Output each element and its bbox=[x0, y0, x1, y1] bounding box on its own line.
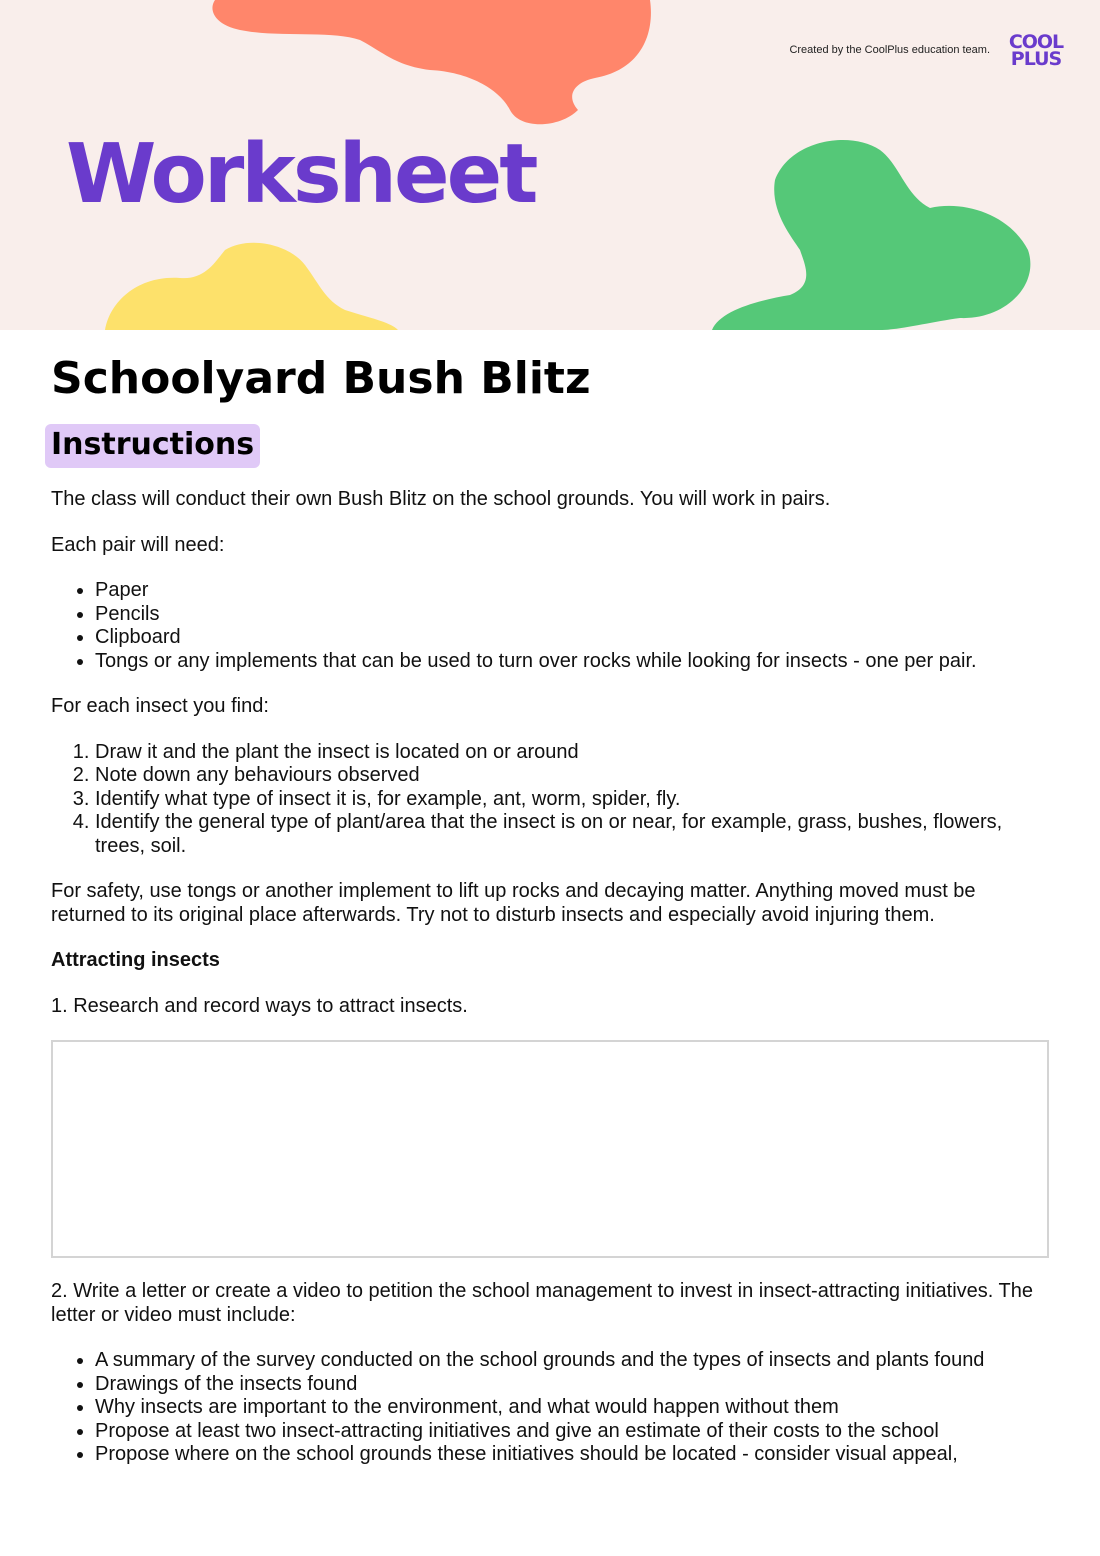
list-item: • Drawings of the insects found bbox=[95, 1373, 1051, 1397]
worksheet-title: Worksheet bbox=[66, 127, 536, 222]
list-item: • Why insects are important to the environment, and what would happen without them bbox=[95, 1396, 1051, 1420]
list-item: 3. Identify what type of insect it is, for example, ant, worm, spider, fly. bbox=[95, 788, 1051, 812]
green-blob bbox=[712, 140, 1030, 330]
yellow-blob bbox=[105, 243, 398, 330]
letter-requirements-list bbox=[51, 1349, 1051, 1467]
list-item: • Propose where on the school grounds these initiatives should be located - consider visual appeal, bbox=[95, 1443, 1051, 1467]
list-item: 4. Identify the general type of plant/area that the insect is on or near, for example, grass, bushes, flowers, trees, soil. bbox=[95, 811, 1051, 858]
intro-paragraph: The class will conduct their own Bush Blitz on the school grounds. You will work in pairs. bbox=[51, 488, 831, 510]
each-insect-heading: For each insect you find: bbox=[51, 695, 269, 717]
list-item: • Propose at least two insect-attracting initiatives and give an estimate of their costs to the school bbox=[95, 1420, 1051, 1444]
list-item: • Clipboard bbox=[95, 626, 1051, 650]
question-2: 2. Write a letter or create a video to petition the school management to invest in insect-attracting initiatives. The letter or video must include: bbox=[51, 1280, 1033, 1326]
list-item: • A summary of the survey conducted on the school grounds and the types of insects and plants found bbox=[95, 1349, 1051, 1373]
list-item: • Pencils bbox=[95, 603, 1051, 627]
list-item: • Tongs or any implements that can be used to turn over rocks while looking for insects - one per pair. bbox=[95, 650, 1051, 674]
question-1: 1. Research and record ways to attract insects. bbox=[51, 994, 468, 1017]
orange-blob bbox=[212, 0, 650, 124]
list-item: 2. Note down any behaviours observed bbox=[95, 764, 1051, 788]
list-item: • Paper bbox=[95, 579, 1051, 603]
credit-text: Created by the CoolPlus education team. bbox=[789, 44, 990, 56]
needs-heading: Each pair will need: bbox=[51, 533, 225, 556]
safety-paragraph: For safety, use tongs or another implement to lift up rocks and decaying matter. Anything moved must be returned to its original place afterwards. Try not to disturb insects and especially avoid injuring them. bbox=[51, 880, 976, 926]
logo-line-plus: PLUS bbox=[1010, 48, 1062, 70]
steps-list bbox=[51, 741, 1051, 859]
worksheet-body bbox=[51, 330, 1051, 1467]
document-title: Schoolyard Bush Blitz bbox=[51, 353, 591, 404]
header-banner bbox=[0, 0, 1100, 330]
logo-line-cool: COOL bbox=[1008, 31, 1064, 53]
instructions-heading: Instructions bbox=[45, 424, 260, 468]
answer-box[interactable] bbox=[51, 1040, 1049, 1258]
needs-list bbox=[51, 579, 1051, 673]
list-item: 1. Draw it and the plant the insect is located on or around bbox=[95, 741, 1051, 765]
attracting-insects-heading: Attracting insects bbox=[51, 949, 220, 971]
coolplus-logo bbox=[1005, 31, 1067, 70]
